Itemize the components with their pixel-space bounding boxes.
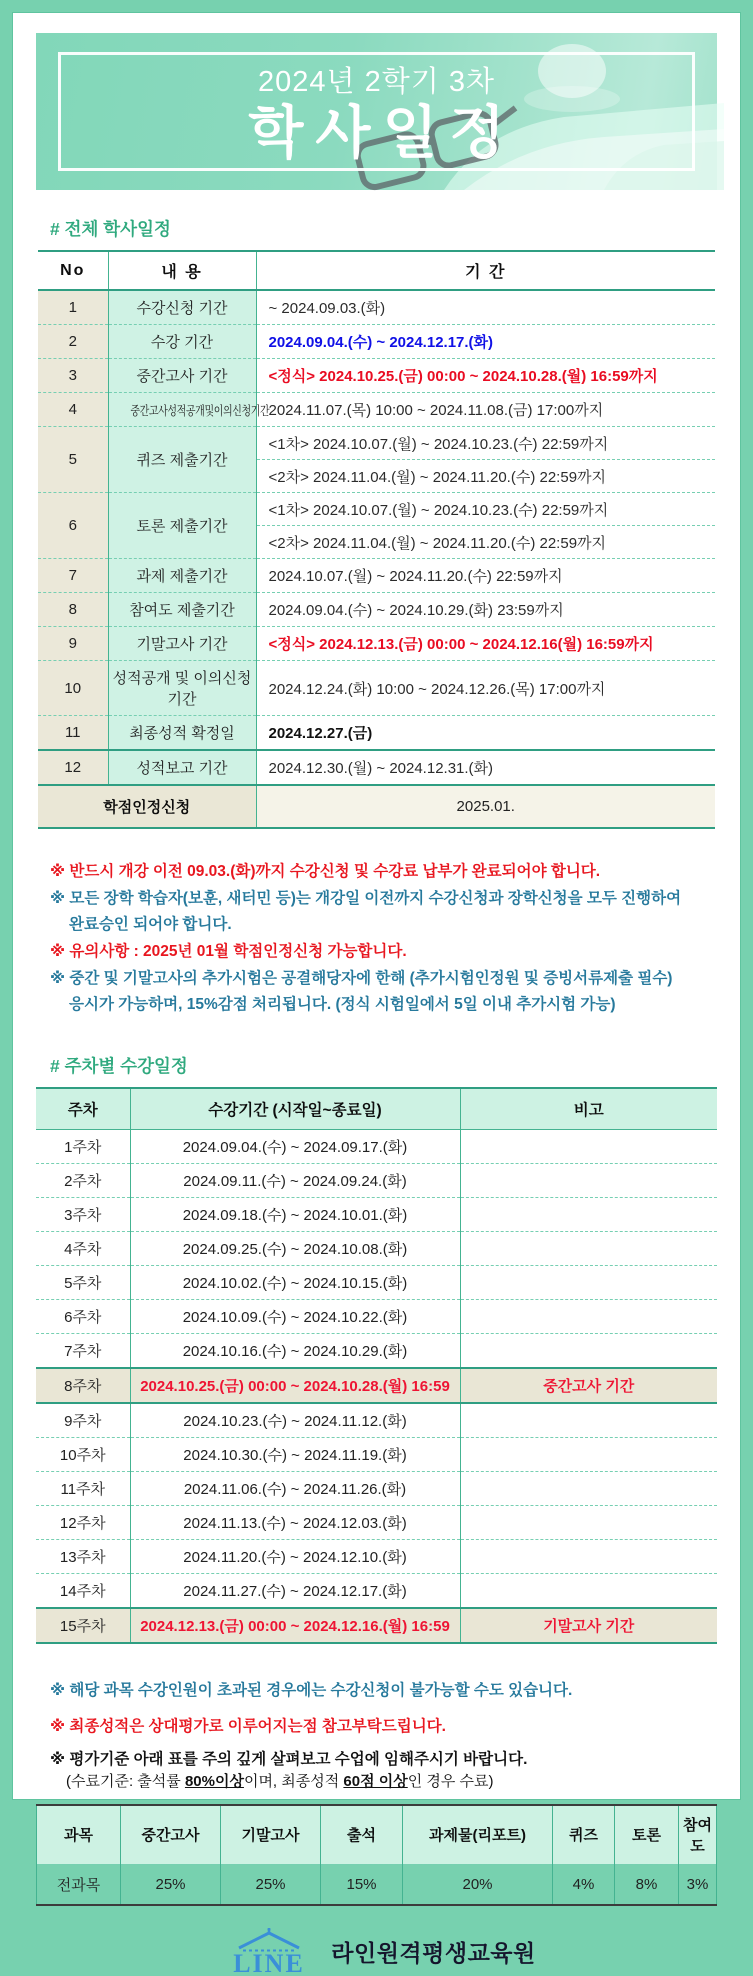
table-row xyxy=(36,1299,717,1333)
table-row xyxy=(38,325,715,359)
table-row xyxy=(38,359,715,393)
table-row xyxy=(36,1437,717,1471)
grading-criteria-table-header xyxy=(37,1805,717,1865)
cell-no: 11 xyxy=(38,716,108,751)
cell-value: 15% xyxy=(321,1864,403,1905)
credit-recognition-row xyxy=(38,785,715,828)
cell-week: 5주차 xyxy=(36,1265,130,1299)
cell-content: 수강 기간 xyxy=(108,325,256,359)
cell-value: 3% xyxy=(679,1864,717,1905)
footer xyxy=(36,1928,717,1976)
cell-no: 9 xyxy=(38,627,108,661)
notice-page xyxy=(12,12,741,1976)
cell-week: 13주차 xyxy=(36,1539,130,1573)
note-subline xyxy=(50,1771,717,1792)
note-item xyxy=(50,966,717,1019)
note-item xyxy=(50,1678,717,1705)
cell-week: 10주차 xyxy=(36,1437,130,1471)
cell-value: 4% xyxy=(553,1864,615,1905)
cell-note xyxy=(460,1265,717,1299)
column-header: 비고 xyxy=(460,1088,717,1130)
cell-content: 토론 제출기간 xyxy=(108,493,256,559)
note-subline-underline: 80%이상 xyxy=(184,1772,244,1790)
cell-period: 2024.12.30.(월) ~ 2024.12.31.(화) xyxy=(256,750,715,785)
note-line: 응시가 가능하며, 15%감점 처리됩니다. (정식 시험일에서 5일 이내 추가시험 가능) xyxy=(69,996,616,1014)
table-row xyxy=(36,1265,717,1299)
weekly-schedule-table-header xyxy=(36,1088,717,1130)
cell-content: 기말고사 기간 xyxy=(108,627,256,661)
cell-note xyxy=(460,1403,717,1438)
note-subline-text: 이며, 최종성적 xyxy=(243,1772,344,1790)
note-subline-text: 인 경우 수료) xyxy=(407,1772,494,1790)
cell-value: 20% xyxy=(403,1864,553,1905)
banner xyxy=(36,33,717,190)
cell-week: 4주차 xyxy=(36,1231,130,1265)
column-header: 기말고사 xyxy=(221,1805,321,1865)
grading-criteria-table xyxy=(36,1804,717,1906)
table-row xyxy=(36,1608,717,1643)
note-item xyxy=(50,859,717,886)
cell-week: 3주차 xyxy=(36,1197,130,1231)
cell-note: 중간고사 기간 xyxy=(460,1368,717,1403)
column-header: 중간고사 xyxy=(121,1805,221,1865)
cell-note xyxy=(460,1231,717,1265)
table-row xyxy=(36,1129,717,1163)
cell-content-text: 중간고사성적공개및이의신청기간 xyxy=(129,403,269,418)
cell-content: 성적보고 기간 xyxy=(108,750,256,785)
cell-week: 6주차 xyxy=(36,1299,130,1333)
cell-note xyxy=(460,1163,717,1197)
column-header: 내 용 xyxy=(108,251,256,290)
banner-subtitle: 2024년 2학기 3차 xyxy=(258,66,495,98)
cell-no: 1 xyxy=(38,290,108,325)
credit-recognition-label: 학점인정신청 xyxy=(38,785,256,828)
note-item xyxy=(50,1749,717,1792)
notes-overall xyxy=(50,859,717,1019)
cell-content: 퀴즈 제출기간 xyxy=(108,427,256,493)
cell-no: 3 xyxy=(38,359,108,393)
cell-period: 2024.10.25.(금) 00:00 ~ 2024.10.28.(월) 16:59 xyxy=(130,1368,460,1403)
cell-period: 2024.11.07.(목) 10:00 ~ 2024.11.08.(금) 17:00까지 xyxy=(256,393,715,427)
credit-recognition-value: 2025.01. xyxy=(256,785,715,828)
table-row xyxy=(38,716,715,751)
column-header: 퀴즈 xyxy=(553,1805,615,1865)
table-row xyxy=(38,290,715,325)
cell-note xyxy=(460,1505,717,1539)
table-row xyxy=(38,593,715,627)
cell-week: 2주차 xyxy=(36,1163,130,1197)
period-line: <2차> 2024.11.04.(월) ~ 2024.11.20.(수) 22:59까지 xyxy=(257,525,716,558)
note-item xyxy=(50,886,717,939)
period-line: <1차> 2024.10.07.(월) ~ 2024.10.23.(수) 22:59까지 xyxy=(268,435,609,453)
table-row xyxy=(38,427,715,493)
organization-name: 라인원격평생교육원 xyxy=(331,1940,536,1967)
cell-note xyxy=(460,1573,717,1608)
cell-note xyxy=(460,1299,717,1333)
cell-value: 25% xyxy=(221,1864,321,1905)
note-item xyxy=(50,1714,717,1741)
cell-note xyxy=(460,1197,717,1231)
column-header: 수강기간 (시작일~종료일) xyxy=(130,1088,460,1130)
table-row xyxy=(38,493,715,559)
cell-period: 2024.11.13.(수) ~ 2024.12.03.(화) xyxy=(130,1505,460,1539)
cell-period: 2024.10.30.(수) ~ 2024.11.19.(화) xyxy=(130,1437,460,1471)
cell-period: 2024.09.04.(수) ~ 2024.09.17.(화) xyxy=(130,1129,460,1163)
note-line: ※ 모든 장학 학습자(보훈, 새터민 등)는 개강일 이전까지 수강신청과 장학신청을 모두 진행하여 xyxy=(50,889,682,907)
cell-week: 1주차 xyxy=(64,1138,102,1156)
cell-period: 2024.12.24.(화) 10:00 ~ 2024.12.26.(목) 17:00까지 xyxy=(256,661,715,716)
note-line: ※ 반드시 개강 이전 09.03.(화)까지 수강신청 및 수강료 납부가 완료되어야 합니다. xyxy=(50,863,601,880)
cell-week: 11주차 xyxy=(36,1471,130,1505)
table-row xyxy=(36,1231,717,1265)
cell-value: 8% xyxy=(615,1864,679,1905)
cell-content: 중간고사 기간 xyxy=(108,359,256,393)
note-line: ※ 중간 및 기말고사의 추가시험은 공결해당자에 한해 (추가시험인정원 및 증빙서류제출 필수) xyxy=(50,969,673,987)
note-line: 완료승인 되어야 합니다. xyxy=(69,916,232,934)
table-row xyxy=(38,627,715,661)
cell-content xyxy=(108,393,269,427)
svg-text:LINE: LINE xyxy=(233,1948,306,1976)
cell-note: 기말고사 기간 xyxy=(460,1608,717,1643)
table-row xyxy=(36,1573,717,1608)
period-line: <2차> 2024.11.04.(월) ~ 2024.11.20.(수) 22:59까지 xyxy=(257,459,716,492)
cell-content: 과제 제출기간 xyxy=(108,559,256,593)
cell-note xyxy=(460,1471,717,1505)
banner-title: 학사일정 xyxy=(248,101,517,165)
cell-note xyxy=(460,1333,717,1368)
overall-schedule-table xyxy=(38,250,715,829)
cell-no: 12 xyxy=(38,750,108,785)
cell-period: 2024.09.04.(수) ~ 2024.10.29.(화) 23:59까지 xyxy=(256,593,715,627)
cell-period: 2024.09.04.(수) ~ 2024.12.17.(화) xyxy=(256,325,715,359)
cell-value: 25% xyxy=(121,1864,221,1905)
column-header: 기 간 xyxy=(256,251,715,290)
column-header: 출석 xyxy=(321,1805,403,1865)
column-header: 과목 xyxy=(37,1805,121,1865)
cell-week: 12주차 xyxy=(36,1505,130,1539)
cell-period: 2024.09.11.(수) ~ 2024.09.24.(화) xyxy=(130,1163,460,1197)
cell-period: 2024.09.25.(수) ~ 2024.10.08.(화) xyxy=(130,1231,460,1265)
column-header: 주차 xyxy=(36,1088,130,1130)
cell-period: <정식> 2024.12.13.(금) 00:00 ~ 2024.12.16(월) 16:59까지 xyxy=(256,627,715,661)
cell-week: 9주차 xyxy=(36,1403,130,1438)
period-line: <1차> 2024.10.07.(월) ~ 2024.10.23.(수) 22:59까지 xyxy=(268,501,609,519)
section-heading-overall-schedule: # 전체 학사일정 xyxy=(50,219,171,239)
cell-note xyxy=(460,1539,717,1573)
column-header: 참여도 xyxy=(679,1805,717,1865)
cell-no: 8 xyxy=(38,593,108,627)
cell-week: 7주차 xyxy=(36,1333,130,1368)
cell-period: 2024.10.23.(수) ~ 2024.11.12.(화) xyxy=(130,1403,460,1438)
cell-period xyxy=(256,427,715,493)
table-row xyxy=(38,559,715,593)
table-row xyxy=(38,393,715,427)
cell-no: 10 xyxy=(38,661,108,716)
table-row xyxy=(36,1403,717,1438)
cell-period: 2024.11.27.(수) ~ 2024.12.17.(화) xyxy=(130,1573,460,1608)
table-row xyxy=(38,661,715,716)
grading-criteria-row xyxy=(37,1864,717,1905)
note-item xyxy=(50,939,717,966)
cell-week: 8주차 xyxy=(36,1368,130,1403)
cell-content: 성적공개 및 이의신청 기간 xyxy=(108,661,256,716)
cell-note xyxy=(460,1437,717,1471)
cell-no: 5 xyxy=(38,427,108,493)
cell-period: 2024.10.16.(수) ~ 2024.10.29.(화) xyxy=(130,1333,460,1368)
cell-period: 2024.09.18.(수) ~ 2024.10.01.(화) xyxy=(130,1197,460,1231)
cell-period: 2024.10.02.(수) ~ 2024.10.15.(화) xyxy=(130,1265,460,1299)
weekly-schedule-table xyxy=(36,1087,717,1644)
cell-period: 2024.11.06.(수) ~ 2024.11.26.(화) xyxy=(130,1471,460,1505)
cell-content: 최종성적 확정일 xyxy=(108,716,256,751)
table-row xyxy=(38,750,715,785)
overall-schedule-table-header xyxy=(38,251,715,290)
note-subline-underline: 60점 이상 xyxy=(343,1772,408,1790)
table-row xyxy=(36,1197,717,1231)
cell-no: 4 xyxy=(38,393,108,427)
table-row xyxy=(36,1333,717,1368)
cell-period: <정식> 2024.10.25.(금) 00:00 ~ 2024.10.28.(월) 16:59까지 xyxy=(256,359,715,393)
cell-no: 7 xyxy=(38,559,108,593)
cell-period: ~ 2024.09.03.(화) xyxy=(256,290,715,325)
column-header: No xyxy=(38,251,108,290)
cell-value: 전과목 xyxy=(37,1864,121,1905)
cell-week: 15주차 xyxy=(36,1608,130,1643)
cell-period: 2024.12.27.(금) xyxy=(256,716,715,751)
cell-period: 2024.10.09.(수) ~ 2024.10.22.(화) xyxy=(130,1299,460,1333)
table-row xyxy=(36,1471,717,1505)
cell-note xyxy=(460,1129,717,1163)
cell-week: 14주차 xyxy=(36,1573,130,1608)
line-logo-icon xyxy=(217,1928,321,1976)
column-header: 과제물(리포트) xyxy=(403,1805,553,1865)
cell-period: 2024.11.20.(수) ~ 2024.12.10.(화) xyxy=(130,1539,460,1573)
note-line: ※ 유의사항 : 2025년 01월 학점인정신청 가능합니다. xyxy=(50,942,407,960)
cell-no: 6 xyxy=(38,493,108,559)
note-subline-text: (수료기준: 출석률 xyxy=(66,1772,185,1790)
cell-content: 참여도 제출기간 xyxy=(108,593,256,627)
table-row xyxy=(36,1163,717,1197)
cell-period xyxy=(256,493,715,559)
column-header: 토론 xyxy=(615,1805,679,1865)
table-row xyxy=(36,1368,717,1403)
table-row xyxy=(36,1539,717,1573)
cell-no: 2 xyxy=(38,325,108,359)
cell-content: 수강신청 기간 xyxy=(108,290,256,325)
notes-evaluation xyxy=(50,1678,717,1792)
table-row xyxy=(36,1505,717,1539)
section-heading-weekly-schedule: # 주차별 수강일정 xyxy=(50,1055,188,1076)
note-line: ※ 평가기준 아래 표를 주의 깊게 살펴보고 수업에 임해주시기 바랍니다. xyxy=(50,1751,528,1769)
cell-period: 2024.12.13.(금) 00:00 ~ 2024.12.16.(월) 16:59 xyxy=(130,1608,460,1643)
note-line: ※ 해당 과목 수강인원이 초과된 경우에는 수강신청이 불가능할 수도 있습니다. xyxy=(50,1681,573,1699)
note-line: ※ 최종성적은 상대평가로 이루어지는점 참고부탁드립니다. xyxy=(50,1717,446,1735)
cell-period: 2024.10.07.(월) ~ 2024.11.20.(수) 22:59까지 xyxy=(256,559,715,593)
